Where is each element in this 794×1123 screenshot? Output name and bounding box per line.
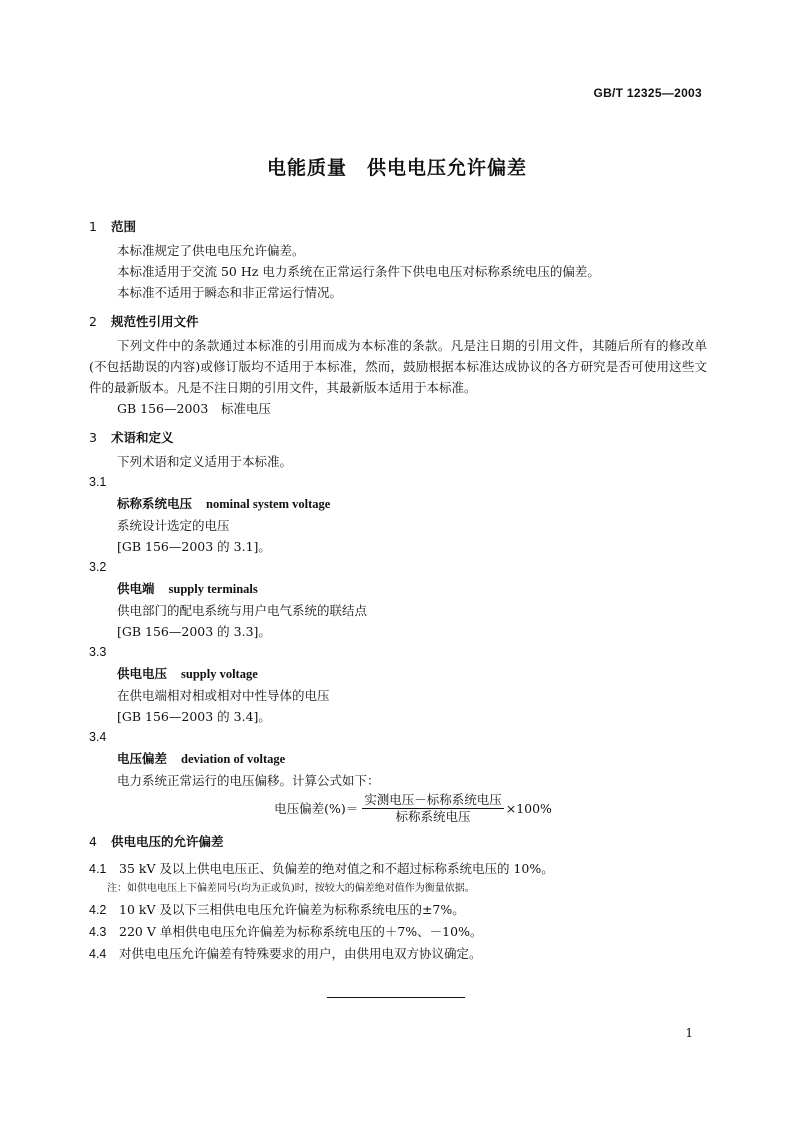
term-en: deviation of voltage — [181, 752, 286, 766]
paragraph: 本标准不适用于瞬态和非正常运行情况。 — [117, 285, 343, 300]
section-title: 供电电压的允许偏差 — [111, 834, 224, 849]
clause — [89, 899, 707, 921]
term-number: 3.3 — [89, 645, 107, 659]
term-number: 3.4 — [89, 730, 107, 744]
clause-number: 4.4 — [89, 947, 107, 961]
section-title: 规范性引用文件 — [111, 314, 199, 329]
term-entry — [89, 493, 707, 515]
term-entry — [89, 748, 707, 770]
formula-denominator: 标称系统电压 — [395, 808, 471, 824]
term-definition: 在供电端相对相或相对中性导体的电压 — [117, 688, 330, 703]
clause-number: 4.3 — [89, 925, 107, 939]
term-entry — [89, 663, 707, 685]
clause — [89, 858, 707, 880]
term-entry — [89, 578, 707, 600]
term-en: supply terminals — [168, 582, 258, 596]
formula-fraction — [362, 792, 504, 825]
section-heading — [89, 831, 707, 852]
term-zh: 标称系统电压 — [117, 496, 193, 511]
section-heading — [89, 427, 707, 448]
clause-text: 10 kV 及以下三相供电电压允许偏差为标称系统电压的±7%。 — [119, 902, 465, 917]
document-title: 电能质量 供电电压允许偏差 — [266, 157, 527, 179]
normative-reference: GB 156—2003 标准电压 — [117, 401, 271, 416]
voltage-deviation-formula — [89, 793, 707, 823]
section-number: 2 — [89, 314, 97, 329]
clause-number: 4.1 — [89, 862, 107, 876]
term-en: supply voltage — [181, 667, 258, 681]
section-number: 4 — [89, 834, 97, 849]
term-zh: 供电端 — [117, 581, 155, 596]
paragraph: 下列文件中的条款通过本标准的引用而成为本标准的条款。凡是注日期的引用文件，其随后所有的修改单(不包括勘误的内容)或修订版均不适用于本标准，然而，鼓励根据本标准达成协议的各方研究是否可使用这些文件的最新版本。凡是不注日期的引用文件，其最新版本适用于本标准。 — [89, 338, 707, 395]
term-definition: 供电部门的配电系统与用户电气系统的联结点 — [117, 603, 368, 618]
term-number: 3.2 — [89, 560, 107, 574]
paragraph: 本标准规定了供电电压允许偏差。 — [117, 243, 305, 258]
clause-note: 注：如供电电压上下偏差同号(均为正或负)时，按较大的偏差绝对值作为衡量依据。 — [107, 883, 475, 894]
section-number: 3 — [89, 430, 97, 445]
term-zh: 电压偏差 — [117, 751, 168, 766]
clause-text: 220 V 单相供电电压允许偏差为标称系统电压的＋7%、－10%。 — [119, 924, 483, 939]
term-zh: 供电电压 — [117, 666, 168, 681]
clause-number: 4.2 — [89, 903, 107, 917]
paragraph: 下列术语和定义适用于本标准。 — [117, 454, 293, 469]
clause-text: 35 kV 及以上供电电压正、负偏差的绝对值之和不超过标称系统电压的 10%。 — [119, 861, 554, 876]
term-source: [GB 156—2003 的 3.4]。 — [117, 709, 271, 724]
document-code: GB/T 12325—2003 — [593, 86, 702, 100]
section-heading — [89, 216, 707, 237]
term-number: 3.1 — [89, 475, 107, 489]
section-title: 范围 — [111, 219, 137, 234]
term-source: [GB 156—2003 的 3.1]。 — [117, 539, 271, 554]
section-heading — [89, 311, 707, 332]
paragraph: 本标准适用于交流 50 Hz 电力系统在正常运行条件下供电电压对标称系统电压的偏差。 — [117, 264, 600, 279]
section-number: 1 — [89, 219, 97, 234]
formula-rhs: ×100% — [505, 800, 552, 816]
end-of-document-rule — [327, 997, 465, 998]
page-number: 1 — [685, 1026, 693, 1040]
formula-numerator: 实测电压－标称系统电压 — [364, 791, 502, 807]
clause — [89, 921, 707, 943]
clause-text: 对供电电压允许偏差有特殊要求的用户，由供用电双方协议确定。 — [119, 946, 482, 961]
formula-lhs: 电压偏差(%)＝ — [274, 801, 359, 816]
document-body — [89, 216, 707, 965]
section-title: 术语和定义 — [111, 430, 174, 445]
clause — [89, 943, 707, 965]
term-definition: 电力系统正常运行的电压偏移。计算公式如下： — [117, 773, 380, 788]
term-source: [GB 156—2003 的 3.3]。 — [117, 624, 271, 639]
term-definition: 系统设计选定的电压 — [117, 518, 230, 533]
term-en: nominal system voltage — [206, 497, 331, 511]
